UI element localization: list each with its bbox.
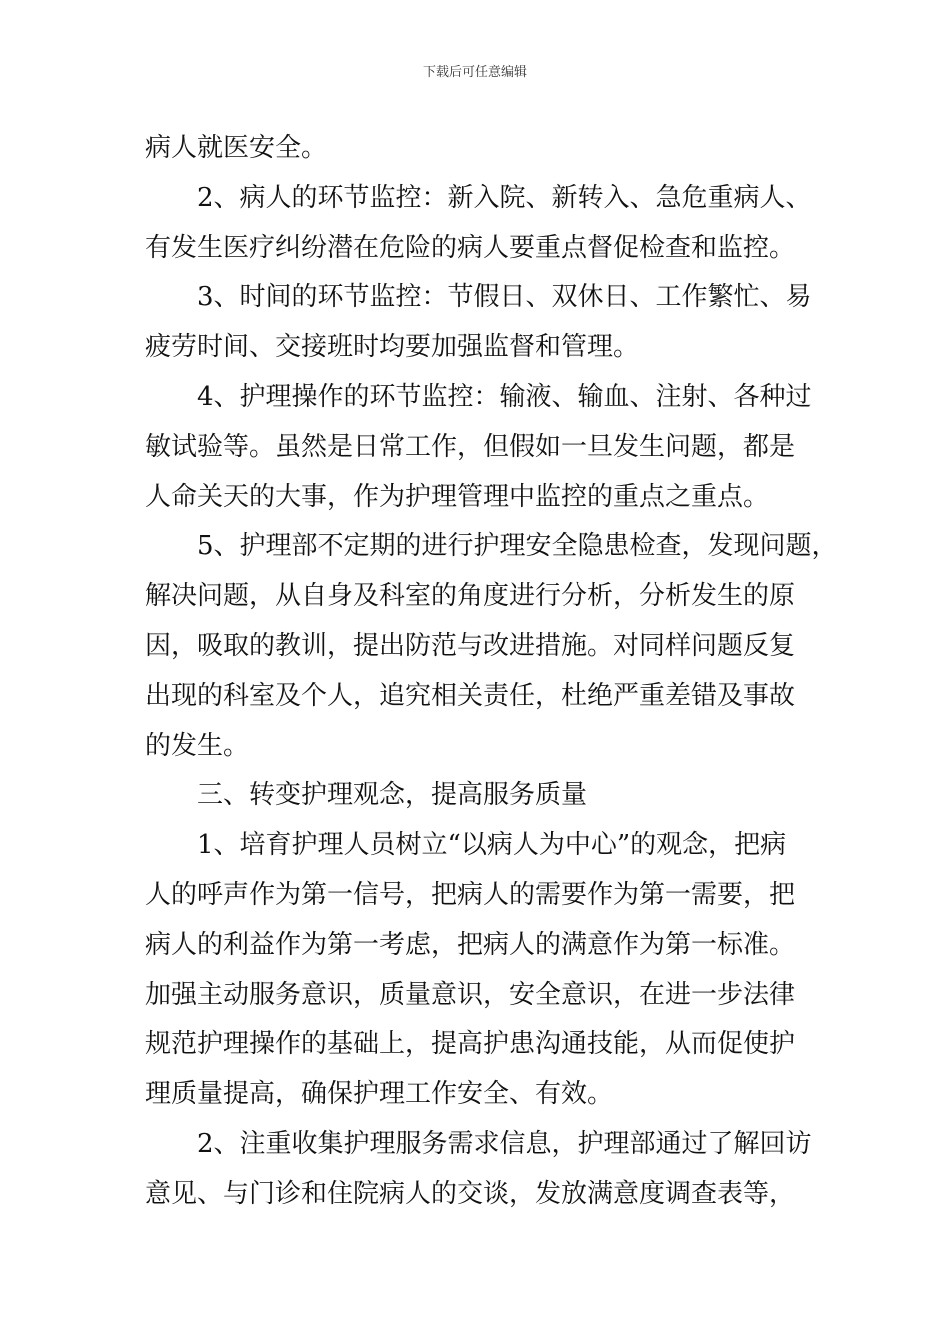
text-line: 敏试验等。虽然是日常工作，但假如一旦发生问题，都是 (145, 431, 796, 462)
text-line: 病人的利益作为第一考虑，把病人的满意作为第一标准。 (145, 929, 796, 960)
text-line: 5、护理部不定期的进行护理安全隐患检查，发现问题， (197, 531, 838, 562)
document-body (145, 124, 838, 1220)
text-line: 1、培育护理人员树立“以病人为中心”的观念，把病 (197, 830, 787, 861)
text-line: 2、注重收集护理服务需求信息，护理部通过了解回访 (197, 1128, 812, 1159)
text-line: 出现的科室及个人，追究相关责任，杜绝严重差错及事故 (145, 680, 796, 711)
text-line: 有发生医疗纠纷潜在危险的病人要重点督促检查和监控。 (145, 232, 796, 263)
page-header: 下载后可任意编辑 (422, 65, 527, 80)
text-line: 人的呼声作为第一信号，把病人的需要作为第一需要，把 (145, 879, 796, 910)
text-line: 3、时间的环节监控：节假日、双休日、工作繁忙、易 (197, 282, 812, 313)
text-line: 加强主动服务意识，质量意识，安全意识，在进一步法律 (145, 979, 796, 1010)
text-line: 因，吸取的教训，提出防范与改进措施。对同样问题反复 (145, 630, 796, 661)
text-line: 病人就医安全。 (145, 133, 328, 163)
text-line: 疲劳时间、交接班时均要加强监督和管理。 (145, 332, 640, 363)
text-line: 三、转变护理观念，提高服务质量 (197, 780, 588, 811)
text-line: 的发生。 (145, 730, 250, 761)
text-line: 人命关天的大事，作为护理管理中监控的重点之重点。 (145, 481, 770, 512)
text-line: 2、病人的环节监控：新入院、新转入、急危重病人、 (197, 182, 812, 213)
text-line: 解决问题，从自身及科室的角度进行分析，分析发生的原 (145, 581, 796, 612)
text-line: 意见、与门诊和住院病人的交谈，发放满意度调查表等， (145, 1178, 796, 1209)
text-line: 规范护理操作的基础上，提高护患沟通技能，从而促使护 (145, 1029, 796, 1060)
text-line: 理质量提高，确保护理工作安全、有效。 (145, 1079, 614, 1110)
text-line: 4、护理操作的环节监控：输液、输血、注射、各种过 (197, 381, 812, 412)
